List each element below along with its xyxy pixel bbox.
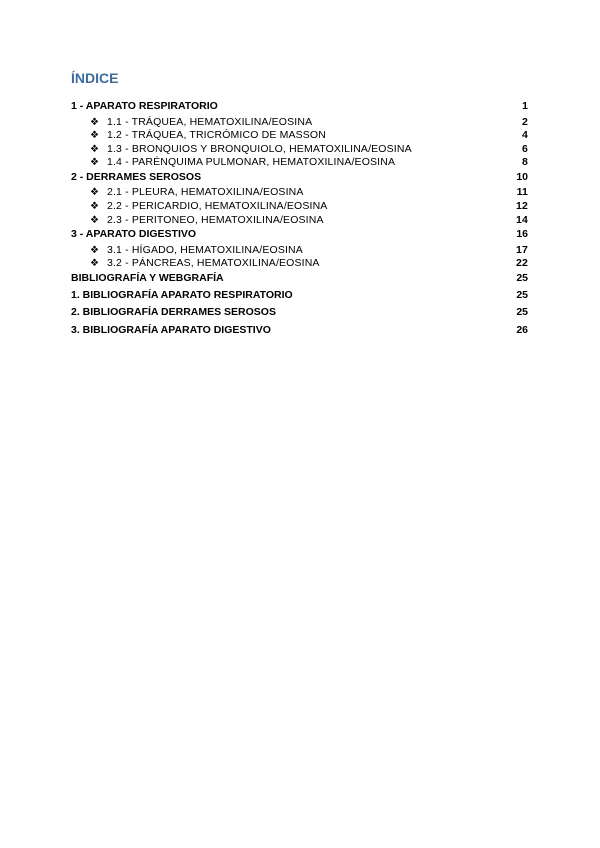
toc-entry-section-2[interactable] <box>71 171 528 187</box>
toc-entry-label: 1.1 - TRÁQUEA, HEMATOXILINA/EOSINA <box>107 115 313 128</box>
toc-page-number: 6 <box>522 142 528 155</box>
toc-page-number: 25 <box>516 306 528 319</box>
toc-entry-1-1[interactable] <box>71 116 528 130</box>
toc-entry-label: 1.4 - PARÉNQUIMA PULMONAR, HEMATOXILINA/EOSINA <box>107 156 396 169</box>
toc-page-number: 1 <box>522 100 528 112</box>
toc-page-number: 16 <box>516 228 528 241</box>
toc-entry-section-1[interactable] <box>71 100 528 116</box>
toc-entry-label: 1.3 - BRONQUIOS Y BRONQUIOLO, HEMATOXILINA/EOSINA <box>107 142 412 155</box>
toc-entry-2-1[interactable] <box>71 186 528 200</box>
toc-entry-2-3[interactable] <box>71 214 528 228</box>
diamond-bullet-icon: ❖ <box>90 244 100 256</box>
toc-page-number: 2 <box>522 115 528 128</box>
toc-entry-label: 1 - APARATO RESPIRATORIO <box>71 100 218 112</box>
toc-entry-2-2[interactable] <box>71 200 528 214</box>
toc-page-number: 12 <box>516 199 528 212</box>
toc-entry-bibliography-2[interactable] <box>71 306 528 322</box>
toc-entry-label: 2 - DERRAMES SEROSOS <box>71 170 202 183</box>
toc-entry-label: 2. BIBLIOGRAFÍA DERRAMES SEROSOS <box>71 306 276 319</box>
toc-entry-label: 2.1 - PLEURA, HEMATOXILINA/EOSINA <box>107 186 304 199</box>
diamond-bullet-icon: ❖ <box>90 157 100 169</box>
toc-entry-label: 2.3 - PERITONEO, HEMATOXILINA/EOSINA <box>107 213 324 226</box>
toc-page-number: 14 <box>516 213 528 226</box>
diamond-bullet-icon: ❖ <box>90 214 100 226</box>
toc-page-number: 4 <box>522 129 528 142</box>
toc-page-number: 26 <box>516 323 528 336</box>
toc-entry-label: 3 - APARATO DIGESTIVO <box>71 228 197 241</box>
diamond-bullet-icon: ❖ <box>90 200 100 212</box>
diamond-bullet-icon: ❖ <box>90 258 100 270</box>
toc-entry-label: BIBLIOGRAFÍA Y WEBGRAFÍA <box>71 271 224 284</box>
toc-entry-label: 3. BIBLIOGRAFÍA APARATO DIGESTIVO <box>71 323 271 336</box>
toc-page-number: 25 <box>516 288 528 301</box>
toc-entry-label: 1.2 - TRÁQUEA, TRICRÓMICO DE MASSON <box>107 129 326 142</box>
toc-entry-3-1[interactable] <box>71 244 528 258</box>
page-title: ÍNDICE <box>71 70 119 86</box>
table-of-contents <box>71 99 528 340</box>
toc-entry-1-4[interactable] <box>71 156 528 170</box>
diamond-bullet-icon: ❖ <box>90 187 100 199</box>
toc-entry-label: 2.2 - PERICARDIO, HEMATOXILINA/EOSINA <box>107 199 328 212</box>
diamond-bullet-icon: ❖ <box>90 116 100 128</box>
toc-page-number: 10 <box>516 170 528 183</box>
toc-page-number: 17 <box>516 243 528 256</box>
toc-entry-label: 3.2 - PÁNCREAS, HEMATOXILINA/EOSINA <box>107 257 320 270</box>
toc-page-number: 22 <box>516 257 528 270</box>
toc-entry-3-2[interactable] <box>71 257 528 271</box>
toc-entry-1-3[interactable] <box>71 143 528 157</box>
toc-entry-bibliography[interactable] <box>71 272 528 288</box>
diamond-bullet-icon: ❖ <box>90 130 100 142</box>
toc-page-number: 25 <box>516 271 528 284</box>
toc-entry-label: 1. BIBLIOGRAFÍA APARATO RESPIRATORIO <box>71 288 293 301</box>
toc-entry-1-2[interactable] <box>71 129 528 143</box>
diamond-bullet-icon: ❖ <box>90 143 100 155</box>
toc-page-number: 11 <box>516 186 528 199</box>
toc-entry-bibliography-1[interactable] <box>71 289 528 305</box>
toc-page-number: 8 <box>522 156 528 169</box>
toc-entry-label: 3.1 - HÍGADO, HEMATOXILINA/EOSINA <box>107 243 303 256</box>
toc-entry-bibliography-3[interactable] <box>71 324 528 340</box>
toc-entry-section-3[interactable] <box>71 228 528 244</box>
